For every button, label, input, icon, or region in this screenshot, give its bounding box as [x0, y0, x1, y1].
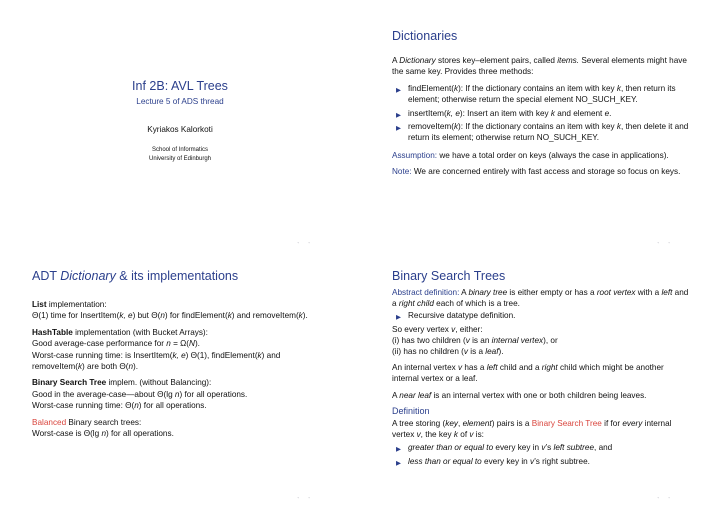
- list-item: ▶ greater than or equal to every key in v’s left subtree, and: [392, 442, 692, 453]
- method-list: [392, 83, 692, 144]
- list-item: ▶ findElement(k): If the dictionary contains an item with key k, then return its element; otherwise return the special element NO_SUCH_KEY.: [396, 83, 676, 105]
- bullet-triangle-icon: ▶: [396, 314, 401, 322]
- bst-paragraph: Binary Search Tree implem. (without Balancing): Good in the average-case—about Θ(lg n) for all operations. Worst-case running time: Θ(n) for all operations.: [32, 378, 248, 411]
- bullet-triangle-icon: ▶: [396, 86, 401, 94]
- bullet-triangle-icon: ▶: [396, 111, 401, 119]
- list-item: ▶ Recursive datatype definition.: [392, 310, 692, 321]
- near-leaf-paragraph: A near leaf is an internal vertex with one or both children being leaves.: [392, 390, 647, 400]
- list-item: ▶ insertItem(k, e): Insert an item with key k and element e.: [392, 108, 692, 119]
- assumption-paragraph: Assumption: we have a total order on keys (always the case in applications).: [392, 150, 669, 160]
- every-vertex-paragraph: So every vertex v, either: (i) has two children (v is an internal vertex), or (ii) has no children (v is a leaf).: [392, 324, 558, 357]
- bullet-triangle-icon: ▶: [396, 446, 401, 454]
- slide-adt-dictionary: [0, 255, 360, 509]
- slide-title-page: [0, 0, 360, 254]
- abstract-definition: Abstract definition: A binary tree is either empty or has a root vertex with a left and a right child each of which is a tree.: [392, 288, 689, 309]
- slide-dictionaries: [360, 0, 720, 254]
- page-marker: ◦ ◦: [297, 495, 314, 500]
- definition-title: Definition: [392, 405, 430, 416]
- bullet-triangle-icon: ▶: [396, 125, 401, 133]
- author: Kyriakos Kalorkoti: [147, 125, 213, 134]
- institute-line-2: University of Edinburgh: [148, 156, 212, 162]
- list-paragraph: List implementation: Θ(1) time for InsertItem(k, e) but Θ(n) for findElement(k) and removeItem(k).: [32, 300, 308, 321]
- list-item: ▶ less than or equal to every key in v’s right subtree.: [392, 456, 692, 467]
- recursive-list: [392, 310, 692, 321]
- balanced-paragraph: Balanced Binary search trees: Worst-case is Θ(lg n) for all operations.: [32, 417, 174, 439]
- page-marker: ◦ ◦: [657, 240, 674, 245]
- slide-title: Binary Search Trees: [392, 269, 506, 283]
- slide-title: ADT Dictionary & its implementations: [32, 269, 239, 283]
- definition-list: [392, 442, 692, 466]
- slide-title: Dictionaries: [392, 29, 458, 43]
- intro-paragraph: A Dictionary stores key–element pairs, called items. Several elements might have the same key. Provides three methods:: [392, 56, 687, 77]
- hashtable-paragraph: HashTable implementation (with Bucket Arrays): Good average-case performance for n = Ω(N). Worst-case running time: is InsertItem(k, e) Θ(1), findElement(k) and removeItem(k) are both Θ(n).: [32, 327, 281, 372]
- note-paragraph: Note: We are concerned entirely with fast access and storage so focus on keys.: [392, 167, 681, 177]
- list-item: ▶ removeItem(k): If the dictionary contains an item with key k, then delete it and return its element; otherwise return NO_SUCH_KEY.: [396, 122, 689, 143]
- lecture-title: Inf 2B: AVL Trees: [132, 79, 228, 93]
- slide-body: [32, 299, 328, 444]
- slide-body: [392, 287, 692, 469]
- definition-text: A tree storing (key, element) pairs is a Binary Search Tree if for every internal vertex v, the key k of v is:: [392, 419, 672, 440]
- lecture-subtitle: Lecture 5 of ADS thread: [136, 97, 224, 106]
- page-marker: ◦ ◦: [297, 240, 314, 245]
- bullet-triangle-icon: ▶: [396, 459, 401, 467]
- slide-body: [392, 55, 692, 183]
- institute-line-1: School of Informatics: [151, 147, 209, 153]
- page-marker: ◦ ◦: [657, 495, 674, 500]
- internal-vertex-paragraph: An internal vertex v has a left child and a right child which might be another internal vertex or a leaf.: [392, 363, 664, 384]
- slide-binary-search-trees: [360, 255, 720, 509]
